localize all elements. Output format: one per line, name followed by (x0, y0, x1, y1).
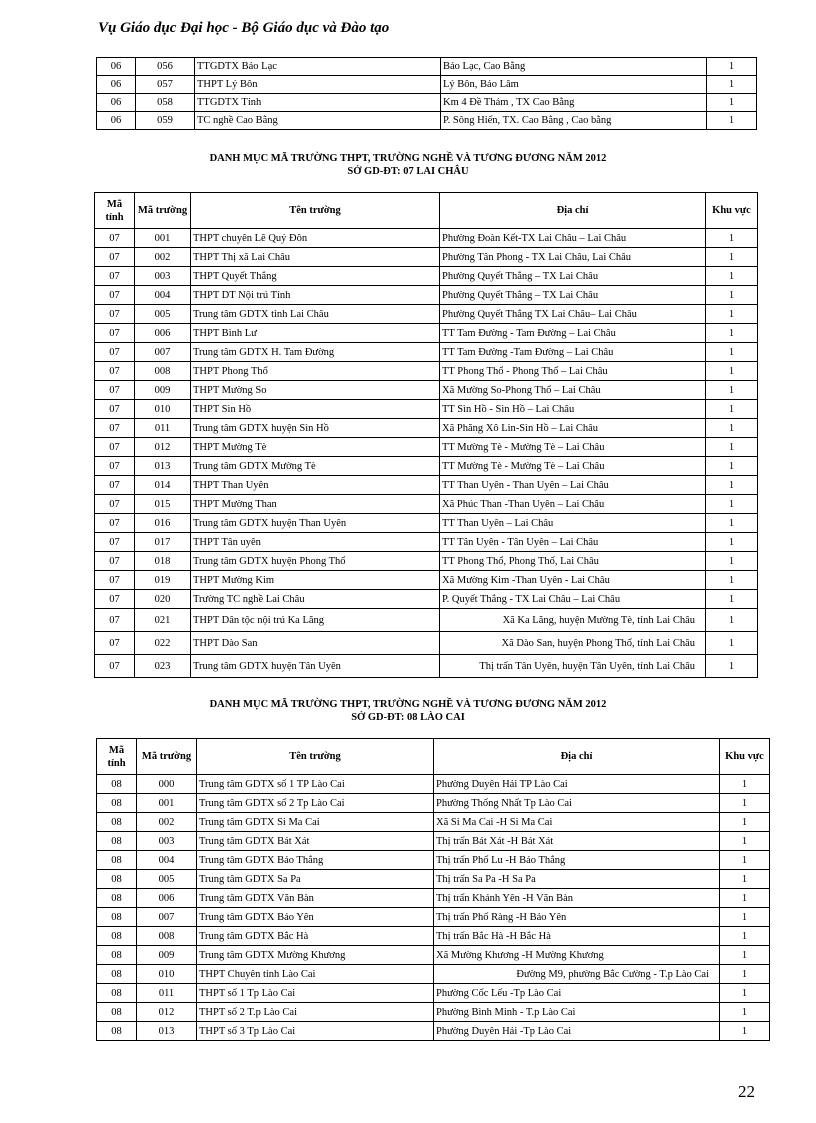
area-cell: 1 (720, 927, 770, 946)
province-code-cell: 07 (95, 381, 135, 400)
area-cell: 1 (706, 655, 758, 678)
page-number: 22 (738, 1082, 755, 1101)
area-cell: 1 (706, 632, 758, 655)
school-code-cell: 009 (135, 381, 191, 400)
province-code-cell: 07 (95, 362, 135, 381)
area-cell: 1 (706, 248, 758, 267)
area-cell: 1 (720, 1022, 770, 1041)
school-code-cell: 007 (137, 908, 197, 927)
address-cell: TT Mường Tè - Mường Tè – Lai Châu (440, 457, 706, 476)
province-code-cell: 07 (95, 343, 135, 362)
area-cell: 1 (720, 870, 770, 889)
province-code-cell: 07 (95, 590, 135, 609)
area-cell: 1 (720, 794, 770, 813)
province-code-cell: 07 (95, 305, 135, 324)
school-name-cell: THPT chuyên Lê Quý Đôn (191, 229, 440, 248)
address-cell: TT Phong Thổ - Phong Thổ – Lai Châu (440, 362, 706, 381)
address-cell: Thị trấn Bát Xát -H Bát Xát (434, 832, 720, 851)
school-name-cell: THPT Mường So (191, 381, 440, 400)
school-name-cell: THPT Phong Thổ (191, 362, 440, 381)
table-row (95, 419, 758, 438)
school-name-cell: THPT Than Uyên (191, 476, 440, 495)
school-code-cell: 001 (135, 229, 191, 248)
area-cell: 1 (706, 495, 758, 514)
table-row (97, 1022, 770, 1041)
address-cell: Phường Đoàn Kết-TX Lai Châu – Lai Châu (440, 229, 706, 248)
address-cell: TT Mường Tè - Mường Tè – Lai Châu (440, 438, 706, 457)
province-code-cell: 07 (95, 655, 135, 678)
school-name-cell: THPT Quyết Thắng (191, 267, 440, 286)
table-row (97, 870, 770, 889)
province-code-cell: 06 (97, 112, 136, 130)
school-name-cell: THPT Chuyên tỉnh Lào Cai (197, 965, 434, 984)
school-name-cell: TTGDTX Bảo Lạc (195, 58, 441, 76)
table-row (97, 112, 757, 130)
school-name-cell: Trung tâm GDTX H. Tam Đường (191, 343, 440, 362)
school-code-cell: 005 (135, 305, 191, 324)
area-cell: 1 (707, 94, 757, 112)
province-code-cell: 07 (95, 552, 135, 571)
school-code-cell: 011 (137, 984, 197, 1003)
table-row (97, 946, 770, 965)
address-cell: TT Phong Thổ, Phong Thổ, Lai Châu (440, 552, 706, 571)
table-row (95, 476, 758, 495)
area-cell: 1 (706, 590, 758, 609)
school-name-cell: Trung tâm GDTX huyện Than Uyên (191, 514, 440, 533)
province-code-cell: 07 (95, 514, 135, 533)
province-code-cell: 07 (95, 533, 135, 552)
school-code-cell: 018 (135, 552, 191, 571)
province-code-cell: 08 (97, 946, 137, 965)
col-header-name: Tên trường (191, 193, 440, 229)
area-cell: 1 (707, 112, 757, 130)
area-cell: 1 (706, 552, 758, 571)
province-code-cell: 07 (95, 457, 135, 476)
school-name-cell: Trung tâm GDTX Mường Khương (197, 946, 434, 965)
province-code-cell: 07 (95, 495, 135, 514)
province-code-cell: 08 (97, 908, 137, 927)
province-code-cell: 08 (97, 1022, 137, 1041)
school-code-cell: 010 (137, 965, 197, 984)
page-header: Vụ Giáo dục Đại học - Bộ Giáo dục và Đào tạo (98, 20, 390, 36)
school-name-cell: THPT Mường Tè (191, 438, 440, 457)
address-cell: Đường M9, phường Bắc Cường - T.p Lào Cai (434, 965, 720, 984)
area-cell: 1 (706, 267, 758, 286)
address-cell: Bảo Lạc, Cao Bằng (441, 58, 707, 76)
area-cell: 1 (720, 889, 770, 908)
area-cell: 1 (707, 58, 757, 76)
school-name-cell: THPT số 3 Tp Lào Cai (197, 1022, 434, 1041)
section-title-lai-chau (0, 152, 816, 178)
province-code-cell: 08 (97, 965, 137, 984)
province-code-cell: 07 (95, 476, 135, 495)
address-cell: Xã Mường Khương -H Mường Khương (434, 946, 720, 965)
school-code-cell: 058 (136, 94, 195, 112)
school-code-cell: 056 (136, 58, 195, 76)
school-code-cell: 021 (135, 609, 191, 632)
school-name-cell: Trường TC nghề Lai Châu (191, 590, 440, 609)
school-name-cell: TC nghề Cao Bằng (195, 112, 441, 130)
area-cell: 1 (706, 457, 758, 476)
area-cell: 1 (706, 514, 758, 533)
address-cell: Phường Quyết Thắng – TX Lai Châu (440, 267, 706, 286)
school-code-cell: 003 (137, 832, 197, 851)
section-title-lao-cai (0, 698, 816, 724)
school-code-cell: 002 (137, 813, 197, 832)
area-cell: 1 (706, 438, 758, 457)
school-code-cell: 023 (135, 655, 191, 678)
col-header-name: Tên trường (197, 739, 434, 775)
area-cell: 1 (706, 362, 758, 381)
table-row (97, 965, 770, 984)
school-name-cell: Trung tâm GDTX huyện Sìn Hồ (191, 419, 440, 438)
school-name-cell: Trung tâm GDTX huyện Phong Thổ (191, 552, 440, 571)
province-code-cell: 08 (97, 813, 137, 832)
table-row (95, 571, 758, 590)
province-code-cell: 07 (95, 632, 135, 655)
province-code-cell: 07 (95, 419, 135, 438)
school-code-cell: 014 (135, 476, 191, 495)
table-row (95, 457, 758, 476)
table-row (95, 381, 758, 400)
school-name-cell: THPT Lý Bôn (195, 76, 441, 94)
school-code-cell: 022 (135, 632, 191, 655)
col-header-province: Mã tỉnh (95, 193, 135, 229)
area-cell: 1 (720, 813, 770, 832)
school-name-cell: THPT Mường Than (191, 495, 440, 514)
school-name-cell: Trung tâm GDTX số 1 TP Lào Cai (197, 775, 434, 794)
school-code-cell: 020 (135, 590, 191, 609)
table-row (97, 927, 770, 946)
school-name-cell: Trung tâm GDTX Bát Xát (197, 832, 434, 851)
province-code-cell: 08 (97, 851, 137, 870)
province-code-cell: 08 (97, 889, 137, 908)
area-cell: 1 (720, 851, 770, 870)
school-code-cell: 057 (136, 76, 195, 94)
school-code-cell: 006 (137, 889, 197, 908)
table-row (97, 794, 770, 813)
address-cell: TT Than Uyên – Lai Châu (440, 514, 706, 533)
school-name-cell: Trung tâm GDTX số 2 Tp Lào Cai (197, 794, 434, 813)
school-code-cell: 015 (135, 495, 191, 514)
table-row (97, 775, 770, 794)
table-row (95, 267, 758, 286)
province-code-cell: 06 (97, 94, 136, 112)
school-name-cell: THPT số 2 T.p Lào Cai (197, 1003, 434, 1022)
province-code-cell: 07 (95, 324, 135, 343)
table-row (95, 533, 758, 552)
school-name-cell: Trung tâm GDTX Văn Bàn (197, 889, 434, 908)
table-row (95, 438, 758, 457)
province-code-cell: 06 (97, 58, 136, 76)
area-cell: 1 (720, 832, 770, 851)
table-row (97, 94, 757, 112)
address-cell: Phường Duyên Hải TP Lào Cai (434, 775, 720, 794)
table-row (97, 76, 757, 94)
address-cell: P. Quyết Thắng - TX Lai Châu – Lai Châu (440, 590, 706, 609)
area-cell: 1 (706, 571, 758, 590)
area-cell: 1 (706, 343, 758, 362)
school-code-cell: 010 (135, 400, 191, 419)
table-row (97, 908, 770, 927)
school-code-cell: 012 (137, 1003, 197, 1022)
address-cell: Thị trấn Bắc Hà -H Bắc Hà (434, 927, 720, 946)
address-cell: Xã Mường Kim -Than Uyên - Lai Châu (440, 571, 706, 590)
area-cell: 1 (706, 419, 758, 438)
area-cell: 1 (706, 381, 758, 400)
table-row (95, 286, 758, 305)
area-cell: 1 (706, 286, 758, 305)
school-name-cell: THPT Dân tộc nội trú Ka Lăng (191, 609, 440, 632)
address-cell: Xã Phăng Xô Lin-Sìn Hồ – Lai Châu (440, 419, 706, 438)
table-row (95, 248, 758, 267)
school-code-cell: 004 (135, 286, 191, 305)
address-cell: Xã Phúc Than -Than Uyên – Lai Châu (440, 495, 706, 514)
school-name-cell: TTGDTX Tỉnh (195, 94, 441, 112)
province-code-cell: 08 (97, 1003, 137, 1022)
section-title-line1: DANH MỤC MÃ TRƯỜNG THPT, TRƯỜNG NGHỀ VÀ TƯƠNG ĐƯƠNG NĂM 2012 (209, 699, 607, 710)
col-header-school-code: Mã trường (137, 739, 197, 775)
province-code-cell: 08 (97, 794, 137, 813)
school-code-cell: 017 (135, 533, 191, 552)
school-code-cell: 006 (135, 324, 191, 343)
school-name-cell: Trung tâm GDTX Bắc Hà (197, 927, 434, 946)
school-code-cell: 013 (135, 457, 191, 476)
area-cell: 1 (720, 1003, 770, 1022)
province-code-cell: 07 (95, 229, 135, 248)
province-code-cell: 07 (95, 248, 135, 267)
table-row (95, 362, 758, 381)
table-row (95, 609, 758, 632)
province-code-cell: 06 (97, 76, 136, 94)
address-cell: Phường Thống Nhất Tp Lào Cai (434, 794, 720, 813)
address-cell: TT Than Uyên - Than Uyên – Lai Châu (440, 476, 706, 495)
address-cell: TT Sìn Hồ - Sìn Hồ – Lai Châu (440, 400, 706, 419)
area-cell: 1 (707, 76, 757, 94)
area-cell: 1 (720, 984, 770, 1003)
school-name-cell: THPT Bình Lư (191, 324, 440, 343)
table-row (97, 984, 770, 1003)
table-lai-chau (94, 192, 758, 678)
area-cell: 1 (706, 533, 758, 552)
address-cell: Phường Cốc Lếu -Tp Lào Cai (434, 984, 720, 1003)
school-code-cell: 016 (135, 514, 191, 533)
province-code-cell: 08 (97, 927, 137, 946)
table-row (95, 229, 758, 248)
table-row (97, 889, 770, 908)
address-cell: P. Sông Hiến, TX. Cao Bằng , Cao bằng (441, 112, 707, 130)
province-code-cell: 08 (97, 775, 137, 794)
school-name-cell: Trung tâm GDTX tỉnh Lai Châu (191, 305, 440, 324)
address-cell: Thị trấn Phố Lu -H Bảo Thắng (434, 851, 720, 870)
school-code-cell: 007 (135, 343, 191, 362)
area-cell: 1 (706, 400, 758, 419)
school-name-cell: THPT Thị xã Lai Châu (191, 248, 440, 267)
school-name-cell: Trung tâm GDTX Bảo Thắng (197, 851, 434, 870)
province-code-cell: 08 (97, 832, 137, 851)
col-header-province: Mã tỉnh (97, 739, 137, 775)
address-cell: Xã Mường So-Phong Thổ – Lai Châu (440, 381, 706, 400)
table-row (97, 851, 770, 870)
col-header-area: Khu vực (706, 193, 758, 229)
address-cell: Thị trấn Phố Ràng -H Bảo Yên (434, 908, 720, 927)
school-name-cell: Trung tâm GDTX huyện Tân Uyên (191, 655, 440, 678)
table-row (95, 552, 758, 571)
area-cell: 1 (720, 908, 770, 927)
address-cell: Phường Quyết Thắng TX Lai Châu– Lai Châu (440, 305, 706, 324)
area-cell: 1 (720, 965, 770, 984)
school-code-cell: 013 (137, 1022, 197, 1041)
area-cell: 1 (720, 946, 770, 965)
col-header-school-code: Mã trường (135, 193, 191, 229)
school-code-cell: 003 (135, 267, 191, 286)
table-row (95, 400, 758, 419)
address-cell: Thị trấn Khánh Yên -H Văn Bàn (434, 889, 720, 908)
address-cell: Phường Tân Phong - TX Lai Châu, Lai Châu (440, 248, 706, 267)
province-code-cell: 07 (95, 571, 135, 590)
address-cell: TT Tân Uyên - Tân Uyên – Lai Châu (440, 533, 706, 552)
area-cell: 1 (706, 476, 758, 495)
section-title-line2: SỞ GD-ĐT: 07 LAI CHÂU (347, 166, 469, 177)
address-cell: Phường Duyên Hải -Tp Lào Cai (434, 1022, 720, 1041)
school-name-cell: Trung tâm GDTX Si Ma Cai (197, 813, 434, 832)
table-row (97, 58, 757, 76)
school-code-cell: 000 (137, 775, 197, 794)
address-cell: Phường Bình Minh - T.p Lào Cai (434, 1003, 720, 1022)
table-lao-cai (96, 738, 770, 1041)
address-cell: Km 4 Đề Thám , TX Cao Bằng (441, 94, 707, 112)
school-code-cell: 059 (136, 112, 195, 130)
table-row (97, 1003, 770, 1022)
province-code-cell: 08 (97, 870, 137, 889)
province-code-cell: 07 (95, 438, 135, 457)
col-header-address: Địa chỉ (440, 193, 706, 229)
school-code-cell: 012 (135, 438, 191, 457)
province-code-cell: 07 (95, 400, 135, 419)
table-row (95, 324, 758, 343)
school-name-cell: THPT Dào San (191, 632, 440, 655)
school-code-cell: 009 (137, 946, 197, 965)
address-cell: Lý Bôn, Bảo Lâm (441, 76, 707, 94)
school-name-cell: Trung tâm GDTX Sa Pa (197, 870, 434, 889)
school-name-cell: THPT Tân uyên (191, 533, 440, 552)
address-cell: Thị trấn Tân Uyên, huyện Tân Uyên, tỉnh Lai Châu (440, 655, 706, 678)
school-code-cell: 019 (135, 571, 191, 590)
section-title-line2: SỞ GD-ĐT: 08 LÀO CAI (351, 712, 465, 723)
school-name-cell: THPT Mường Kim (191, 571, 440, 590)
school-code-cell: 001 (137, 794, 197, 813)
address-cell: Xã Ka Lăng, huyện Mường Tè, tỉnh Lai Châu (440, 609, 706, 632)
province-code-cell: 08 (97, 984, 137, 1003)
table-row (95, 343, 758, 362)
table-row (97, 832, 770, 851)
school-name-cell: THPT DT Nội trú Tỉnh (191, 286, 440, 305)
address-cell: Phường Quyết Thắng – TX Lai Châu (440, 286, 706, 305)
address-cell: Thị trấn Sa Pa -H Sa Pa (434, 870, 720, 889)
table-row (95, 655, 758, 678)
school-code-cell: 011 (135, 419, 191, 438)
area-cell: 1 (706, 609, 758, 632)
section-title-line1: DANH MỤC MÃ TRƯỜNG THPT, TRƯỜNG NGHỀ VÀ TƯƠNG ĐƯƠNG NĂM 2012 (209, 153, 607, 164)
address-cell: TT Tam Đường -Tam Đường – Lai Châu (440, 343, 706, 362)
address-cell: Xã Dào San, huyện Phong Thổ, tỉnh Lai Châu (440, 632, 706, 655)
school-code-cell: 004 (137, 851, 197, 870)
area-cell: 1 (706, 324, 758, 343)
address-cell: Xã Si Ma Cai -H Si Ma Cai (434, 813, 720, 832)
province-code-cell: 07 (95, 267, 135, 286)
col-header-area: Khu vực (720, 739, 770, 775)
province-code-cell: 07 (95, 609, 135, 632)
area-cell: 1 (706, 229, 758, 248)
school-name-cell: THPT Sìn Hồ (191, 400, 440, 419)
school-code-cell: 002 (135, 248, 191, 267)
table-cao-bang-continued (96, 57, 757, 130)
school-name-cell: Trung tâm GDTX Mường Tè (191, 457, 440, 476)
province-code-cell: 07 (95, 286, 135, 305)
school-code-cell: 008 (137, 927, 197, 946)
area-cell: 1 (706, 305, 758, 324)
table-row (97, 813, 770, 832)
school-name-cell: THPT số 1 Tp Lào Cai (197, 984, 434, 1003)
table-row (95, 495, 758, 514)
area-cell: 1 (720, 775, 770, 794)
school-code-cell: 008 (135, 362, 191, 381)
address-cell: TT Tam Đường - Tam Đường – Lai Châu (440, 324, 706, 343)
table-row (95, 514, 758, 533)
table-row (95, 632, 758, 655)
school-code-cell: 005 (137, 870, 197, 889)
col-header-address: Địa chỉ (434, 739, 720, 775)
table-row (95, 590, 758, 609)
school-name-cell: Trung tâm GDTX Bảo Yên (197, 908, 434, 927)
table-row (95, 305, 758, 324)
